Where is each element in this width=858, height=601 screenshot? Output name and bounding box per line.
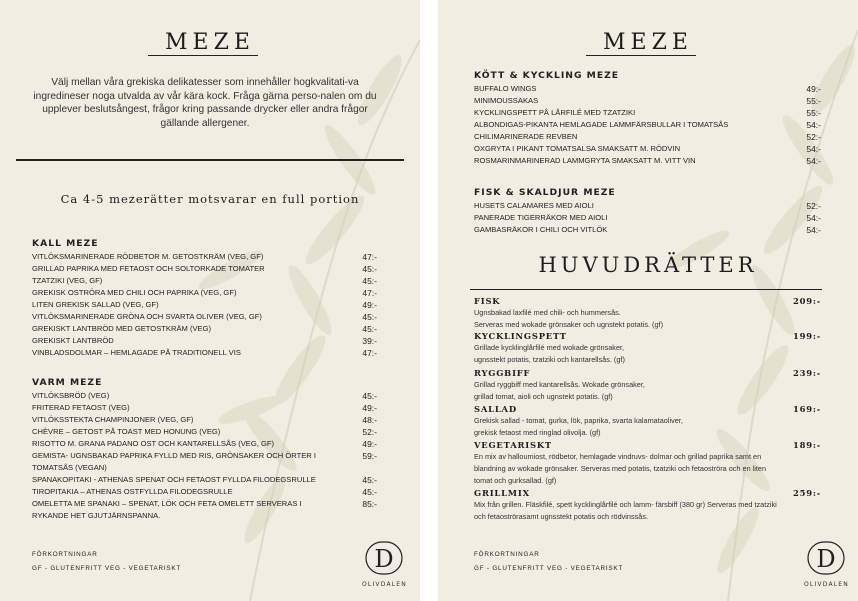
menu-item	[32, 275, 377, 287]
item-name: GREKISKT LANTBRÖD MED GETOSTKRÄM (VEG)	[32, 324, 212, 333]
item-name: CHILIMARINERADE REVBEN	[474, 132, 578, 141]
menu-item	[32, 438, 377, 450]
title-underline	[586, 55, 696, 56]
item-price: 49:-	[806, 84, 821, 94]
menu-item	[32, 474, 377, 486]
main-courses-underline	[470, 289, 822, 290]
item-name: GRILLAD PAPRIKA MED FETAOST OCH SOLTORKADE TOMATER	[32, 264, 265, 273]
menu-item	[32, 426, 377, 438]
item-price: 45:-	[362, 276, 377, 286]
menu-item	[32, 450, 377, 474]
section-heading: KÖTT & KYCKLING MEZE	[474, 70, 620, 81]
item-name: VITLÖKSBRÖD (VEG)	[32, 391, 110, 400]
item-name: GEMISTA- UGNSBAKAD PAPRIKA FYLLD MED RIS, GRÖNSAKER OCH ÖRTER I TOMATSÅS (VEGAN)	[32, 451, 316, 472]
menu-item	[32, 390, 377, 402]
item-name: OMELETTA ME SPANAKI – SPENAT, LÖK OCH FETA OMELETT SERVERAS I RYKANDE HET GJUTJÄRNSPANNA.	[32, 499, 302, 520]
item-name: TZATZIKI (VEG, GF)	[32, 276, 103, 285]
item-price: 47:-	[362, 348, 377, 358]
menu-item	[32, 414, 377, 426]
item-price: 45:-	[362, 264, 377, 274]
menu-item	[474, 143, 821, 155]
menu-item	[32, 299, 377, 311]
menu-item	[474, 83, 821, 95]
dish-fisk	[474, 296, 821, 331]
kott-kyckling-section	[474, 70, 821, 167]
item-price: 54:-	[806, 144, 821, 154]
page-title: MEZE	[603, 30, 693, 55]
item-price: 54:-	[806, 120, 821, 130]
item-price: 47:-	[362, 288, 377, 298]
item-name: SPANAKOPITAKI - ATHENAS SPENAT OCH FETAOST FYLLDA FILODEGSRULLE	[32, 475, 316, 484]
menu-item	[32, 498, 377, 522]
dish-description: blandning av wokade grönsaker. Serveras med potatis, tzatziki och fetaoströra och en liten	[474, 464, 767, 473]
menu-item	[32, 287, 377, 299]
dish-description: Serveras med wokade grönsaker och ugnstekt potatis. (gf)	[474, 320, 664, 329]
main-courses-heading: HUVUDRÄTTER	[538, 253, 758, 277]
item-name: OXGRYTA I PIKANT TOMATSALSA SMAKSATT M. RÖDVIN	[474, 144, 681, 153]
dish-name: KYCKLINGSPETT	[474, 331, 567, 341]
right-menu-page	[438, 0, 858, 601]
dish-description: Grillade kycklinglårfilé med wokade grönsaker,	[474, 343, 625, 352]
item-name: FRITERAD FETAOST (VEG)	[32, 403, 130, 412]
abbreviations-line: GF - GLUTENFRITT VEG - VEGETARISKT	[32, 565, 182, 572]
logo-mark-icon	[807, 541, 845, 575]
left-menu-page	[0, 0, 420, 601]
dish-vegetariskt	[474, 440, 821, 487]
menu-item	[474, 119, 821, 131]
dish-description: tomat och gurksallad. (gf)	[474, 476, 557, 485]
dish-sallad	[474, 404, 821, 439]
abbreviations-line: GF - GLUTENFRITT VEG - VEGETARISKT	[474, 565, 624, 572]
logo-mark-icon	[365, 541, 403, 575]
item-price: 48:-	[362, 415, 377, 425]
dish-grillmix	[474, 488, 821, 523]
olivdalen-logo	[804, 541, 848, 588]
item-name: LITEN GREKISK SALLAD (VEG, GF)	[32, 300, 159, 309]
item-name: GAMBASRÄKOR I CHILI OCH VITLÖK	[474, 225, 608, 234]
item-name: BUFFALO WINGS	[474, 84, 537, 93]
item-price: 85:-	[362, 499, 377, 509]
item-price: 45:-	[362, 312, 377, 322]
item-price: 59:-	[362, 451, 377, 461]
dish-description: Grillad ryggbiff med kantarellsås. Wokade grönsaker,	[474, 380, 645, 389]
item-price: 45:-	[362, 487, 377, 497]
item-name: VITLÖKSMARINERADE RÖDBETOR M. GETOSTKRÄM (VEG, GF)	[32, 252, 264, 261]
menu-item	[32, 402, 377, 414]
item-price: 39:-	[362, 336, 377, 346]
dish-description: ugnsstekt potatis, tzatziki och kantarellsås. (gf)	[474, 355, 625, 364]
item-name: TIROPITAKIA – ATHENAS OSTFYLLDA FILODEGSRULLE	[32, 487, 233, 496]
olivdalen-logo	[362, 541, 406, 588]
section-heading: VARM MEZE	[32, 377, 103, 388]
menu-item	[474, 107, 821, 119]
item-name: ALBONDIGAS-PIKANTA HEMLAGADE LAMMFÄRSBULLAR I TOMATSÅS	[474, 120, 729, 129]
item-price: 54:-	[806, 213, 821, 223]
dish-description: grekisk fetaost med ringlad olivolja. (gf)	[474, 428, 601, 437]
dish-name: FISK	[474, 296, 501, 306]
menu-item	[474, 95, 821, 107]
dish-description: Ugnsbakad laxfilé med chili- och hummersås.	[474, 308, 621, 317]
section-heading: FISK & SKALDJUR MEZE	[474, 187, 616, 198]
item-name: ROSMARINMARINERAD LAMMGRYTA SMAKSATT M. VITT VIN	[474, 156, 696, 165]
item-price: 54:-	[806, 225, 821, 235]
abbreviations-heading: FÖRKORTNINGAR	[32, 551, 98, 558]
varm-meze-section	[32, 377, 377, 522]
dish-name: RYGGBIFF	[474, 368, 531, 378]
item-price: 47:-	[362, 252, 377, 262]
item-price: 45:-	[362, 324, 377, 334]
dish-price: 259:-	[792, 488, 821, 498]
item-name: GREKISK OSTRÖRA MED CHILI OCH PAPRIKA (VEG, GF)	[32, 288, 237, 297]
dish-description: Mix från grillen. Fläskfilé, spett kycklinglårfilé och lamm- färsbiff (380 gr) Serveras med tzatziki	[474, 500, 777, 509]
svg-text:D: D	[816, 545, 836, 573]
menu-item	[474, 224, 821, 236]
section-divider	[16, 159, 404, 161]
item-price: 55:-	[806, 96, 821, 106]
item-price: 54:-	[806, 156, 821, 166]
dish-price: 169:-	[792, 404, 821, 414]
menu-item	[32, 263, 377, 275]
abbreviations-heading: FÖRKORTNINGAR	[474, 551, 540, 558]
dish-name: VEGETARISKT	[474, 440, 552, 450]
section-heading: KALL MEZE	[32, 238, 99, 249]
menu-item	[32, 347, 377, 359]
dish-price: 239:-	[792, 368, 821, 378]
item-name: GREKISKT LANTBRÖD	[32, 336, 114, 345]
item-price: 52:-	[362, 427, 377, 437]
menu-item	[32, 335, 377, 347]
menu-item	[474, 212, 821, 224]
item-price: 49:-	[362, 439, 377, 449]
item-name: CHÈVRE – GETOST PÅ TOAST MED HONUNG (VEG)	[32, 427, 221, 436]
item-price: 49:-	[362, 300, 377, 310]
abbreviations	[474, 548, 623, 576]
item-name: VITLÖKSSTEKTA CHAMPINJONER (VEG, GF)	[32, 415, 194, 424]
dish-description: grillad tomat, aioli och ugnstekt potatis. (gf)	[474, 392, 613, 401]
menu-item	[474, 155, 821, 167]
menu-item	[32, 251, 377, 263]
item-price: 45:-	[362, 475, 377, 485]
menu-item	[474, 131, 821, 143]
dish-price: 199:-	[792, 331, 821, 341]
fisk-skaldjur-section	[474, 187, 821, 236]
menu-item	[32, 311, 377, 323]
item-name: PANERADE TIGERRÄKOR MED AIOLI	[474, 213, 608, 222]
dish-price: 209:-	[792, 296, 821, 306]
kall-meze-section	[32, 238, 377, 359]
abbreviations	[32, 548, 181, 576]
item-name: KYCKLINGSPETT PÅ LÅRFILÉ MED TZATZIKI	[474, 108, 636, 117]
menu-item	[32, 323, 377, 335]
item-price: 52:-	[806, 132, 821, 142]
item-name: VITLÖKSMARINERADE GRÖNA OCH SVARTA OLIVER (VEG, GF)	[32, 312, 262, 321]
menu-item	[474, 200, 821, 212]
dish-ryggbiff	[474, 368, 821, 403]
menu-item	[32, 486, 377, 498]
portion-note: Ca 4-5 mezerätter motsvarar en full portion	[60, 192, 360, 206]
item-price: 55:-	[806, 108, 821, 118]
dish-kycklingspett	[474, 331, 821, 366]
dish-name: SALLAD	[474, 404, 517, 414]
dish-description: Grekisk sallad - tomat, gurka, lök, paprika, svarta kalamataoliver,	[474, 416, 683, 425]
dish-description: och fetaoströrasamt ugnsstekt potatis och rödvinssås.	[474, 512, 648, 521]
logo-wordmark: OLIVDALEN	[804, 581, 849, 588]
item-name: MINIMOUSSAKAS	[474, 96, 539, 105]
svg-text:D: D	[374, 545, 394, 573]
item-price: 52:-	[806, 201, 821, 211]
page-title: MEZE	[165, 30, 255, 55]
dish-name: GRILLMIX	[474, 488, 530, 498]
item-name: VINBLADSDOLMAR – HEMLAGADE PÅ TRADITIONELL VIS	[32, 348, 241, 357]
item-name: RISOTTO M. GRANA PADANO OST OCH KANTARELLSÅS (VEG, GF)	[32, 439, 275, 448]
dish-description: En mix av halloumiost, rödbetor, hemlagade vindruvs- dolmar och grillad paprika samt en	[474, 452, 762, 461]
item-name: HUSETS CALAMARES MED AIOLI	[474, 201, 594, 210]
title-underline	[148, 55, 258, 56]
logo-wordmark: OLIVDALEN	[362, 581, 407, 588]
item-price: 49:-	[362, 403, 377, 413]
dish-price: 189:-	[792, 440, 821, 450]
item-price: 45:-	[362, 391, 377, 401]
intro-text: Välj mellan våra grekiska delikatesser som innehåller hogkvalitati-va ingredineser noga utvalda av vår kära kock. Fråga gärna perso-nalen om du upplever beslutsångest, frågor kring passande drycker eller andra frågor gällande allergener.	[33, 77, 377, 129]
